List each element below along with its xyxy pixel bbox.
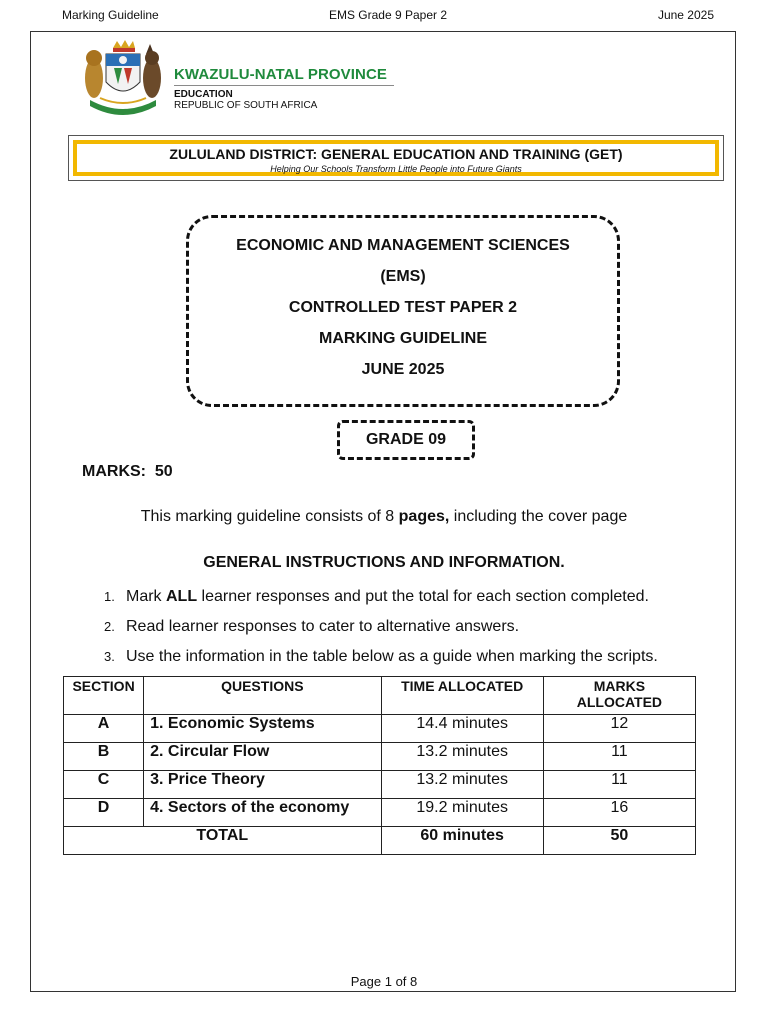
instruction-text: Use the information in the table below as a guide when marking the scripts. xyxy=(126,648,658,665)
district-motto: Helping Our Schools Transform Little People into Future Giants xyxy=(270,164,522,174)
header-time: TIME ALLOCATED xyxy=(381,677,543,715)
instruction-text: Read learner responses to cater to alternative answers. xyxy=(126,618,520,635)
header-document-type: Marking Guideline xyxy=(62,8,159,22)
instruction-text-bold: ALL xyxy=(166,588,198,605)
cell-section: C xyxy=(64,771,144,799)
instructions-list xyxy=(104,587,744,677)
total-label: TOTAL xyxy=(64,827,382,855)
header-paper-title: EMS Grade 9 Paper 2 xyxy=(328,8,448,22)
cell-time: 14.4 minutes xyxy=(381,715,543,743)
running-header xyxy=(62,8,714,24)
country-name: REPUBLIC OF SOUTH AFRICA xyxy=(174,100,318,111)
total-time: 60 minutes xyxy=(381,827,543,855)
header-date: June 2025 xyxy=(657,8,714,22)
instruction-number: 3. xyxy=(104,649,115,664)
table-row xyxy=(64,743,696,771)
cell-marks: 12 xyxy=(543,715,695,743)
department-name: EDUCATION xyxy=(174,89,233,100)
department-logo xyxy=(80,38,400,120)
subject-title: ECONOMIC AND MANAGEMENT SCIENCES xyxy=(236,237,570,254)
table-row xyxy=(64,799,696,827)
instruction-item xyxy=(104,587,744,617)
coat-of-arms-icon xyxy=(80,38,166,120)
title-box xyxy=(186,215,620,407)
marks-allocation-table xyxy=(63,676,696,855)
page-count-statement xyxy=(0,508,768,526)
header-questions: QUESTIONS xyxy=(144,677,381,715)
cell-section: A xyxy=(64,715,144,743)
grade-box: GRADE 09 xyxy=(337,420,475,460)
district-title: ZULULAND DISTRICT: GENERAL EDUCATION AND TRAINING (GET) xyxy=(169,146,623,162)
cell-section: B xyxy=(64,743,144,771)
subject-abbreviation: (EMS) xyxy=(380,268,426,285)
cell-question: 2. Circular Flow xyxy=(144,743,381,771)
page-count-text-after: including the cover page xyxy=(449,508,628,525)
total-marks xyxy=(82,463,173,481)
province-name: KWAZULU-NATAL PROVINCE xyxy=(174,66,388,83)
cell-section: D xyxy=(64,799,144,827)
marks-value: 50 xyxy=(154,463,173,480)
cell-time: 19.2 minutes xyxy=(381,799,543,827)
instruction-item xyxy=(104,647,744,677)
logo-divider xyxy=(174,85,394,86)
cell-question: 3. Price Theory xyxy=(144,771,381,799)
instruction-number: 2. xyxy=(104,619,115,634)
document-type: MARKING GUIDELINE xyxy=(319,330,487,347)
header-marks-line1: MARKS xyxy=(593,678,646,694)
page-number: Page 1 of 8 xyxy=(350,974,418,989)
exam-date: JUNE 2025 xyxy=(361,361,445,378)
cell-marks: 16 xyxy=(543,799,695,827)
table-header-row xyxy=(64,677,696,715)
instruction-item xyxy=(104,617,744,647)
instruction-text-before: Mark xyxy=(126,588,166,605)
instructions-heading: GENERAL INSTRUCTIONS AND INFORMATION. xyxy=(203,554,565,571)
table-row xyxy=(64,715,696,743)
table-total-row xyxy=(64,827,696,855)
header-marks xyxy=(543,677,695,715)
cell-time: 13.2 minutes xyxy=(381,743,543,771)
cell-marks: 11 xyxy=(543,771,695,799)
instruction-text-after: learner responses and put the total for each section completed. xyxy=(197,588,649,605)
cell-marks: 11 xyxy=(543,743,695,771)
cell-time: 13.2 minutes xyxy=(381,771,543,799)
instruction-number: 1. xyxy=(104,589,115,604)
cell-question: 4. Sectors of the economy xyxy=(144,799,381,827)
header-section: SECTION xyxy=(64,677,144,715)
marks-label: MARKS: xyxy=(82,463,146,480)
total-marks-cell: 50 xyxy=(543,827,695,855)
page-count-text-bold: pages, xyxy=(398,508,450,525)
district-banner xyxy=(68,135,724,181)
table-row xyxy=(64,771,696,799)
cell-question: 1. Economic Systems xyxy=(144,715,381,743)
paper-title: CONTROLLED TEST PAPER 2 xyxy=(288,299,518,316)
page-count-text-before: This marking guideline consists of 8 xyxy=(140,508,399,525)
header-marks-line2: ALLOCATED xyxy=(576,694,663,710)
